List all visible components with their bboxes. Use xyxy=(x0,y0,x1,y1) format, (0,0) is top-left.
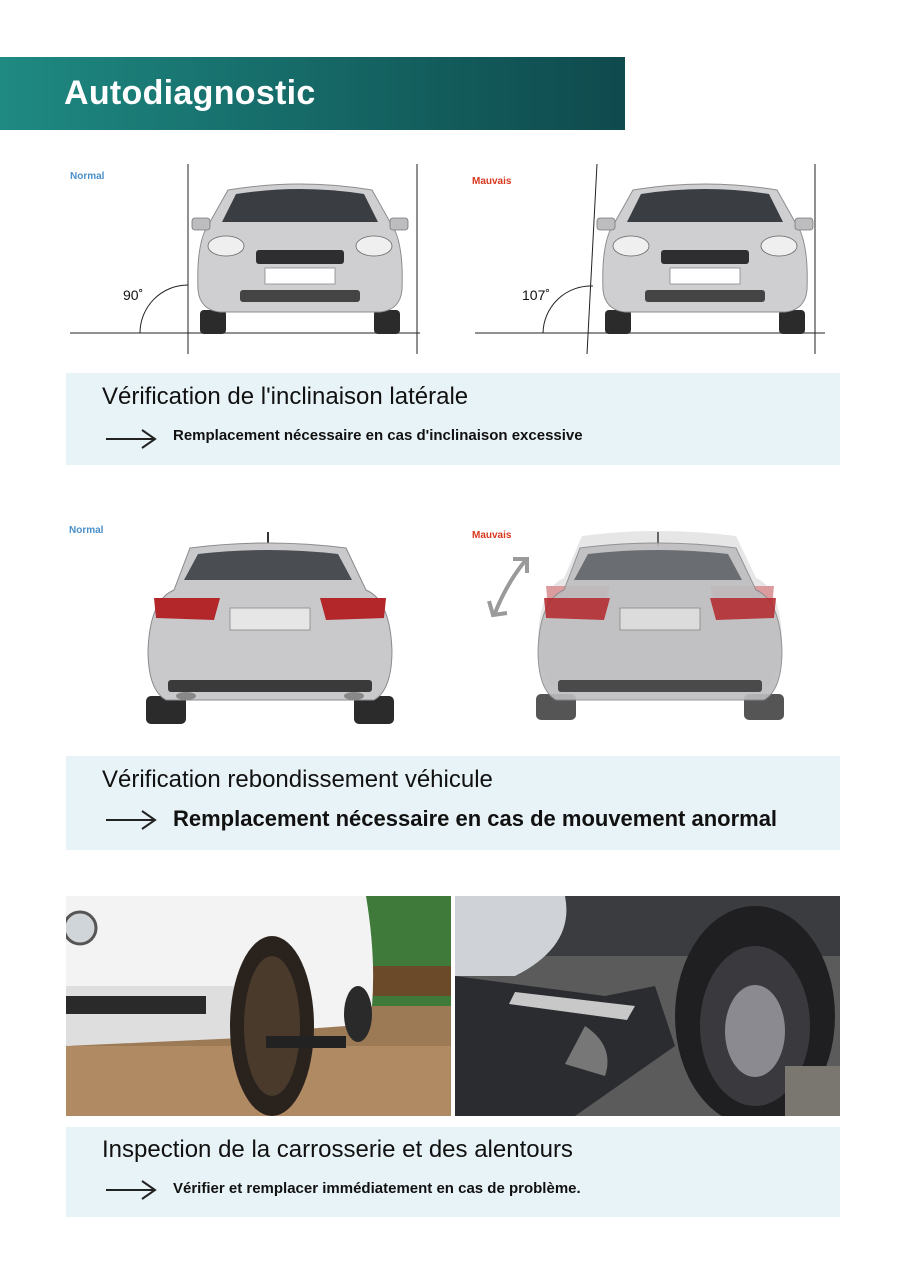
rear-car-bouncing-illustration xyxy=(530,524,792,724)
page-title: Autodiagnostic xyxy=(64,74,316,112)
angle-normal-label: 90˚ xyxy=(123,287,144,303)
body-inspection-title: Inspection de la carrosserie et des alentours xyxy=(102,1136,573,1163)
front-car-tilted-illustration xyxy=(465,160,835,360)
tilt-check-title: Vérification de l'inclinaison latérale xyxy=(102,383,469,410)
normal-tag-2: Normal xyxy=(69,525,104,536)
arrow-right-icon xyxy=(104,428,158,450)
white-car-tire-photo xyxy=(66,896,451,1116)
rear-car-normal-illustration xyxy=(140,530,400,726)
damaged-bumper-photo xyxy=(455,896,840,1116)
bounce-arrows-icon xyxy=(485,555,535,621)
front-car-normal-illustration xyxy=(60,160,430,360)
rebound-check-note: Remplacement nécessaire en cas de mouvement anormal xyxy=(173,806,778,831)
body-inspection-note: Vérifier et remplacer immédiatement en cas de problème. xyxy=(173,1180,581,1197)
normal-tag: Normal xyxy=(70,171,105,182)
angle-bad-label: 107˚ xyxy=(522,287,551,303)
tilt-check-note: Remplacement nécessaire en cas d'inclinaison excessive xyxy=(173,427,583,444)
bad-tag: Mauvais xyxy=(472,176,512,187)
arrow-right-icon xyxy=(104,1179,158,1201)
rebound-check-title: Vérification rebondissement véhicule xyxy=(102,766,493,793)
bad-tag-2: Mauvais xyxy=(472,530,512,541)
arrow-right-icon xyxy=(104,809,158,831)
